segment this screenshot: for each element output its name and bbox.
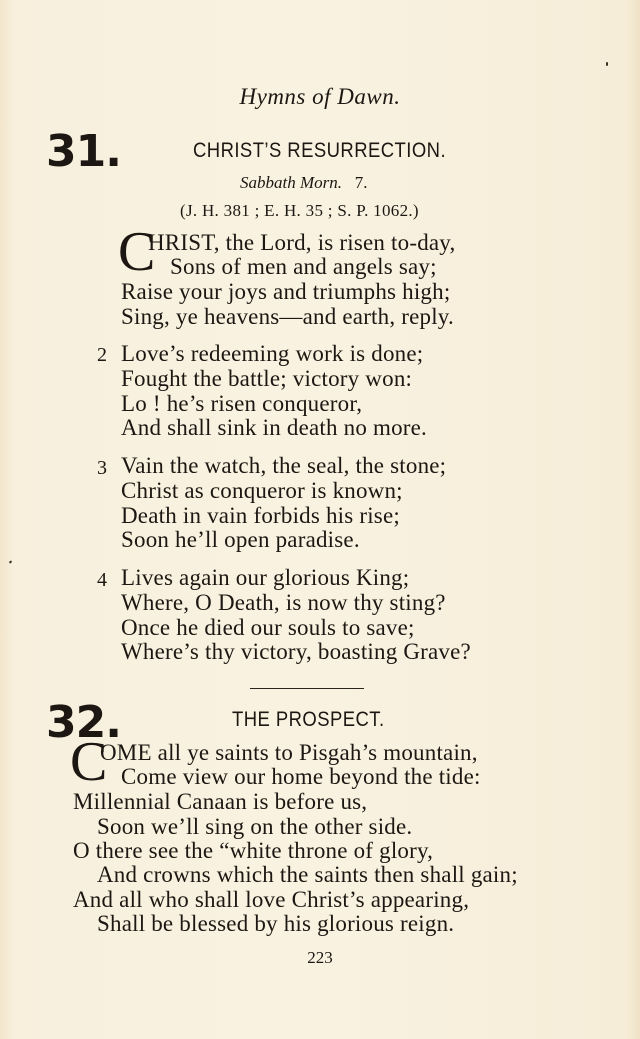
page-number: 223 [307,948,333,967]
verse-line: Raise your joys and triumphs high; [121,279,451,304]
paper-speck [606,62,608,66]
verse-line: Soon he’ll open paradise. [121,527,360,552]
paper-speck [9,560,13,563]
verse-line: Where, O Death, is now thy sting? [121,590,446,615]
running-head: Hymns of Dawn. [239,84,401,109]
verse-line: HRIST, the Lord, is risen to-day, [148,230,456,255]
verse-line: Sons of men and angels say; [170,254,437,279]
tune-meter: 7. [354,173,368,192]
verse-line: OME all ye saints to Pisgah’s mountain, [100,740,478,765]
verse-line: O there see the “white throne of glory, [73,838,434,863]
section-divider [250,688,364,689]
verse-line: Once he died our souls to save; [121,615,415,640]
hymn-title-32: THE PROSPECT. [232,708,385,731]
stanza-number: 3 [97,457,107,479]
verse-line: Shall be blessed by his glorious reign. [97,911,455,936]
verse-line: Millennial Canaan is before us, [73,789,368,814]
verse-line: Christ as conqueror is known; [121,478,403,503]
verse-line: Soon we’ll sing on the other side. [97,814,413,839]
verse-line: Vain the watch, the seal, the stone; [121,453,447,478]
hymnal-references: (J. H. 381 ; E. H. 35 ; S. P. 1062.) [180,201,419,220]
verse-line: And all who shall love Christ’s appearing, [73,887,470,912]
hymn-title-31: CHRIST’S RESURRECTION. [193,139,447,162]
hymn-number-32: 32. [46,697,121,748]
verse-line: Lo ! he’s risen conqueror, [121,391,363,416]
stanza-number: 2 [97,344,107,366]
verse-line: And shall sink in death no more. [121,415,427,440]
hymn-number-31: 31. [46,126,121,177]
verse-line: Where’s thy victory, boasting Grave? [121,639,471,664]
drop-cap-31: C [118,221,156,283]
verse-line: And crowns which the saints then shall gain; [97,862,518,887]
verse-line: Love’s redeeming work is done; [121,341,424,366]
verse-line: Fought the battle; victory won: [121,366,413,391]
tune-name: Sabbath Morn. [240,173,342,192]
verse-line: Death in vain forbids his rise; [121,503,400,528]
verse-line: Lives again our glorious King; [121,565,410,590]
tune-line [240,173,368,193]
stanza-number: 4 [97,569,107,591]
verse-line: Sing, ye heavens—and earth, reply. [121,304,454,329]
drop-cap-32: C [70,731,108,793]
verse-line: Come view our home beyond the tide: [121,764,481,789]
